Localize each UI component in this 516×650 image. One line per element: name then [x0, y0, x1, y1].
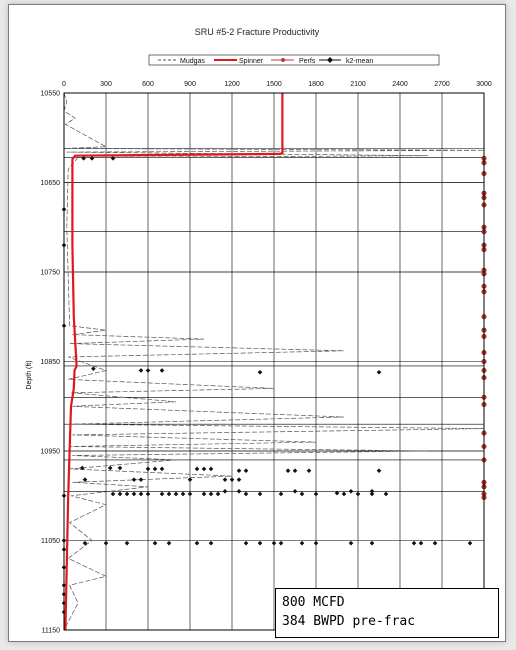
k2-mean-point	[83, 477, 88, 482]
k2-mean-point	[377, 370, 382, 375]
k2-mean-point	[146, 467, 151, 472]
y-tick-label: 10850	[40, 359, 60, 366]
y-tick-label: 10650	[40, 180, 60, 187]
k2-mean-point	[293, 489, 298, 494]
k2-mean-point	[167, 492, 172, 497]
k2-mean-point	[272, 541, 277, 546]
k2-mean-point	[244, 492, 249, 497]
k2-mean-point	[167, 541, 172, 546]
k2-mean-point	[90, 156, 95, 161]
x-tick-label: 2700	[434, 81, 450, 88]
k2-mean-point	[223, 477, 228, 482]
production-water-rate: 384 BWPD pre-frac	[282, 614, 416, 629]
x-tick-label: 300	[100, 81, 112, 88]
legend-label-k2mean: k2-mean	[346, 58, 374, 65]
k2-mean-point	[433, 541, 438, 546]
k2-mean-point	[412, 541, 417, 546]
k2-mean-point	[132, 477, 137, 482]
k2-mean-point	[377, 468, 382, 473]
k2-mean-point	[160, 368, 165, 373]
k2-mean-point	[195, 467, 200, 472]
k2-mean-point	[139, 492, 144, 497]
k2-mean-point	[244, 541, 249, 546]
k2-mean-point	[237, 489, 242, 494]
series-k2-mean	[62, 156, 473, 614]
y-axis-label: Depth (ft)	[26, 360, 33, 390]
k2-mean-point	[384, 492, 389, 497]
legend-marker-perfs	[281, 58, 285, 62]
x-tick-label: 3000	[476, 81, 492, 88]
k2-mean-point	[125, 541, 130, 546]
x-tick-labels	[62, 81, 492, 88]
x-tick-label: 1200	[224, 81, 240, 88]
k2-mean-point	[160, 467, 165, 472]
k2-mean-point	[139, 477, 144, 482]
k2-mean-point	[111, 156, 116, 161]
k2-mean-point	[258, 370, 263, 375]
grid	[64, 93, 484, 630]
k2-mean-point	[202, 492, 207, 497]
k2-mean-point	[195, 541, 200, 546]
k2-mean-point	[209, 467, 214, 472]
production-gas-rate: 800 MCFD	[282, 595, 345, 610]
k2-mean-point	[244, 468, 249, 473]
x-tick-label: 2400	[392, 81, 408, 88]
k2-mean-point	[111, 492, 116, 497]
k2-mean-point	[314, 492, 319, 497]
k2-mean-point	[202, 467, 207, 472]
k2-mean-point	[181, 492, 186, 497]
legend-label-perfs: Perfs	[299, 58, 316, 65]
k2-mean-point	[209, 541, 214, 546]
k2-mean-point	[188, 492, 193, 497]
k2-mean-point	[300, 541, 305, 546]
k2-mean-point	[91, 366, 96, 371]
k2-mean-point	[293, 468, 298, 473]
y-tick-label: 10950	[40, 448, 60, 456]
k2-mean-point	[174, 492, 179, 497]
chart-frame	[8, 4, 506, 642]
k2-mean-point	[132, 492, 137, 497]
k2-mean-point	[349, 541, 354, 546]
legend-label-spinner: Spinner	[239, 58, 264, 65]
k2-mean-point	[118, 466, 123, 471]
x-tick-label: 1800	[308, 81, 324, 88]
legend	[149, 55, 439, 65]
k2-mean-point	[153, 541, 158, 546]
k2-mean-point	[258, 541, 263, 546]
x-tick-label: 2100	[350, 81, 366, 88]
k2-mean-point	[342, 492, 347, 497]
k2-mean-point	[237, 468, 242, 473]
k2-mean-point	[230, 477, 235, 482]
k2-mean-point	[125, 492, 130, 497]
k2-mean-point	[314, 541, 319, 546]
k2-mean-point	[279, 541, 284, 546]
k2-mean-point	[468, 541, 473, 546]
y-tick-labels	[41, 91, 61, 635]
x-tick-label: 900	[184, 81, 196, 88]
k2-mean-point	[216, 492, 221, 497]
k2-mean-point	[237, 477, 242, 482]
k2-mean-point	[160, 492, 165, 497]
y-tick-label: 11150	[41, 627, 60, 635]
k2-mean-point	[188, 477, 193, 482]
k2-mean-point	[300, 492, 305, 497]
chart-svg	[9, 5, 505, 641]
k2-mean-point	[153, 467, 158, 472]
y-tick-label: 10550	[40, 90, 60, 98]
production-note	[275, 588, 499, 638]
k2-mean-point	[258, 492, 263, 497]
k2-mean-point	[146, 492, 151, 497]
y-tick-label: 11050	[41, 538, 60, 545]
x-tick-label: 0	[62, 81, 66, 88]
k2-mean-point	[419, 541, 424, 546]
k2-mean-point	[279, 492, 284, 497]
k2-mean-point	[209, 492, 214, 497]
k2-mean-point	[286, 468, 291, 473]
chart-title: SRU #5-2 Fracture Productivity	[194, 27, 320, 37]
y-tick-label: 10750	[40, 269, 60, 277]
k2-mean-point	[307, 468, 312, 473]
k2-mean-point	[356, 492, 361, 497]
k2-mean-point	[146, 368, 151, 373]
k2-mean-point	[118, 492, 123, 497]
k2-mean-point	[349, 489, 354, 494]
legend-label-mudgas: Mudgas	[180, 58, 205, 65]
x-tick-label: 600	[142, 81, 154, 88]
k2-mean-point	[223, 489, 228, 494]
k2-mean-point	[370, 541, 375, 546]
k2-mean-point	[139, 368, 144, 373]
k2-mean-point	[104, 541, 109, 546]
k2-mean-point	[108, 466, 113, 471]
x-tick-label: 1500	[266, 81, 282, 88]
k2-mean-point	[370, 492, 375, 497]
